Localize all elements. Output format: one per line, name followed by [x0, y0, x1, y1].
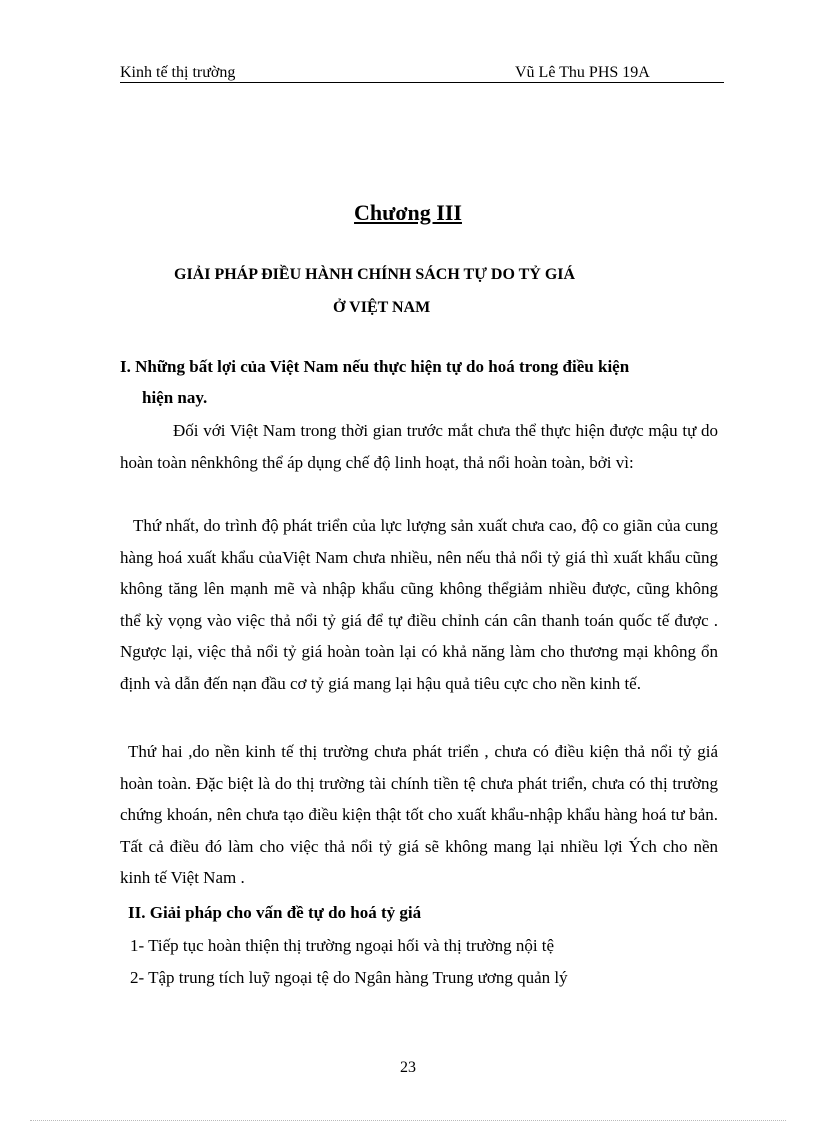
section1-heading-line2: hiện nay. [142, 388, 208, 407]
header-author: Vũ Lê Thu PHS 19A [515, 64, 650, 81]
page-header [120, 62, 724, 83]
section2-item-2: 2- Tập trung tích luỹ ngoại tệ do Ngân hàng Trung ương quản lý [130, 968, 568, 987]
header-subject: Kinh tế thị trường [120, 64, 236, 81]
section1-heading-line1: I. Những bất lợi của Việt Nam nếu thực hiện tự do hoá trong điều kiện [120, 357, 630, 376]
page-number: 23 [400, 1059, 416, 1076]
section2-item-1: 1- Tiếp tục hoàn thiện thị trường ngoại hối và thị trường nội tệ [130, 936, 555, 955]
point-two-paragraph: Thứ hai ,do nền kinh tế thị trường chưa phát triển , chưa có điều kiện thả nổi tỷ giá hoàn toàn. Đặc biệt là do thị trường tài chính tiền tệ chưa phát triển, chưa có thị trường chứng khoán, nên chưa tạo điều kiện thật tốt cho xuất khẩu-nhập khẩu hàng hoá tư bản. Tất cả điều đó làm cho việc thả nổi tỷ giá sẽ không mang lại nhiều lợi Ých cho nền kinh tế Việt Nam . [120, 742, 718, 887]
intro-paragraph: Đối với Việt Nam trong thời gian trước mắt chưa thể thực hiện được mậu tự do hoàn toàn nênkhông thể áp dụng chế độ linh hoạt, thả nổi hoàn toàn, bởi vì: [120, 421, 718, 472]
chapter-title [0, 200, 816, 226]
chapter-title-text: Chương III [354, 200, 462, 225]
chapter-subtitle-line2: Ở VIỆT NAM [333, 299, 431, 316]
section2-heading: II. Giải pháp cho vấn đề tự do hoá tỷ giá [128, 903, 422, 922]
bottom-divider [30, 1120, 786, 1121]
chapter-subtitle-line1: GIẢI PHÁP ĐIỀU HÀNH CHÍNH SÁCH TỰ DO TỶ GIÁ [174, 266, 576, 283]
point-one-paragraph: Thứ nhất, do trình độ phát triển của lực lượng sản xuất chưa cao, độ co giãn của cung hàng hoá xuất khẩu củaViệt Nam chưa nhiều, nên nếu thả nổi tỷ giá thì xuất khẩu cũng không tăng lên mạnh mẽ và nhập khẩu cũng không thểgiảm nhiều được, cũng không thể kỳ vọng vào việc thả nổi tỷ giá để tự điều chỉnh cán cân thanh toán quốc tế được . Ngược lại, việc thả nổi tỷ giá hoàn toàn lại có khả năng làm cho thương mại không ổn định và dẫn đến nạn đầu cơ tỷ giá mang lại hậu quả tiêu cực cho nền kinh tế. [120, 516, 718, 693]
